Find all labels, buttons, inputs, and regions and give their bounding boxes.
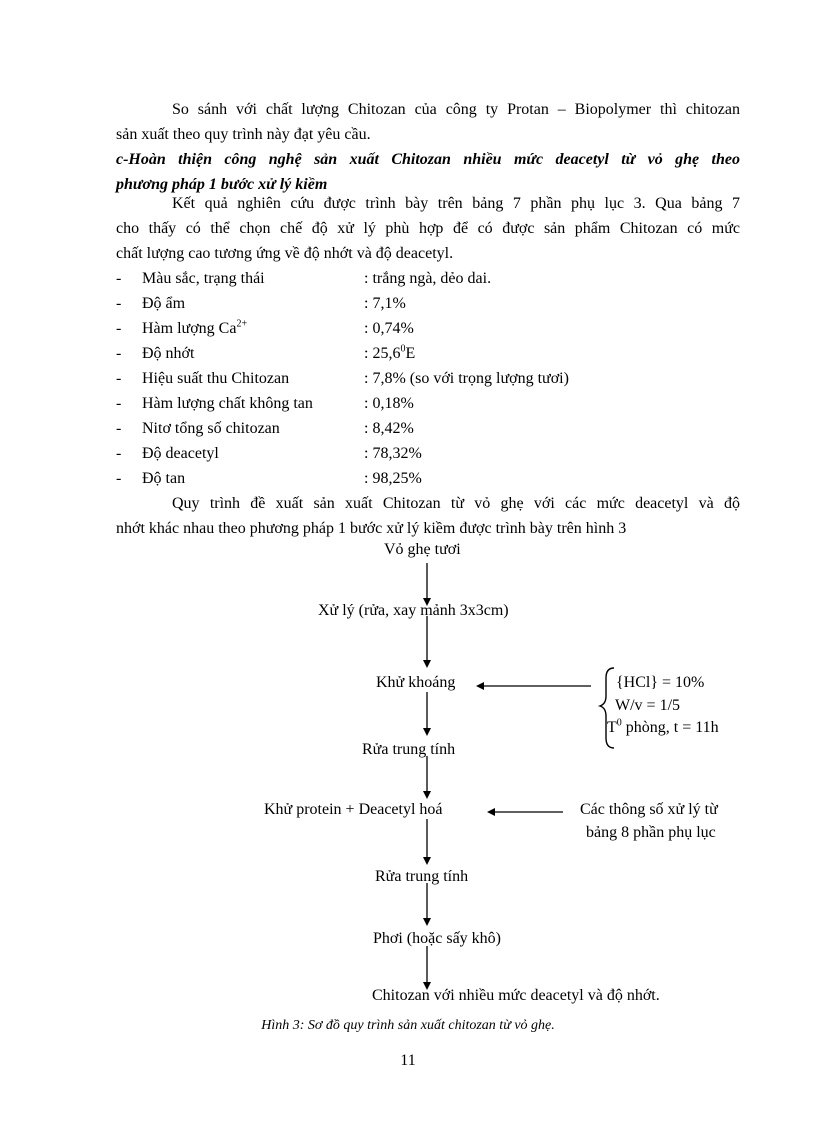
property-name-text: Hàm lượng Ca [142, 320, 237, 337]
flow-step-neutral-wash-2: Rửa trung tính [375, 868, 469, 885]
deacetyl-param-line-2: bảng 8 phần phụ lục [586, 824, 716, 841]
flow-step-product: Chitozan với nhiều mức deacetyl và độ nhớt. [372, 987, 660, 1004]
property-name: Độ nhớt [142, 345, 195, 362]
temp-text: phòng, t = 11h [621, 719, 719, 736]
demineral-param-hcl: {HCl} = 10% [616, 674, 705, 691]
property-dash: - [116, 420, 122, 437]
property-name: Nitơ tổng số chitozan [142, 420, 280, 437]
result-line-2: cho thấy có thể chọn chế độ xử lý phù hợp để có được sản phẩm Chitozan có mức [116, 220, 740, 237]
section-heading-line-2: phương pháp 1 bước xử lý kiềm [116, 176, 328, 193]
intro-line-1: So sánh với chất lượng Chitozan của công ty Protan – Biopolymer thì chitozan [172, 101, 740, 118]
deacetyl-param-line-1: Các thông số xử lý từ [580, 801, 718, 818]
property-value: : trắng ngà, dẻo dai. [364, 270, 492, 287]
page-number: 11 [400, 1052, 416, 1069]
property-dash: - [116, 370, 122, 387]
property-name: Độ tan [142, 470, 186, 487]
result-line-3: chất lượng cao tương ứng về độ nhớt và độ deacetyl. [116, 245, 454, 262]
flow-step-neutral-wash-1: Rửa trung tính [362, 741, 456, 758]
property-dash: - [116, 470, 122, 487]
property-name: Độ deacetyl [142, 445, 219, 462]
process-line-1: Quy trình đề xuất sản xuất Chitozan từ vỏ ghẹ với các mức deacetyl và độ [172, 495, 740, 512]
demineral-param-ratio: W/v = 1/5 [615, 697, 681, 714]
property-name: Độ ẩm [142, 295, 186, 312]
property-value: : 0,18% [364, 395, 414, 412]
property-dash: - [116, 345, 122, 362]
property-name: Hàm lượng chất không tan [142, 395, 313, 412]
flow-step-processing: Xử lý (rửa, xay mảnh 3x3cm) [318, 602, 509, 619]
property-value: : 8,42% [364, 420, 414, 437]
property-name: Hiệu suất thu Chitozan [142, 370, 290, 387]
property-value: : 78,32% [364, 445, 422, 462]
property-value: : 7,1% [364, 295, 406, 312]
property-value: : 0,74% [364, 320, 414, 337]
property-value-superscript: 0 [400, 343, 406, 355]
section-heading-line-1: c-Hoàn thiện công nghệ sản xuất Chitozan nhiều mức deacetyl từ vỏ ghẹ theo [116, 151, 740, 168]
temp-symbol: T [607, 719, 617, 736]
flow-step-raw: Vỏ ghẹ tươi [384, 541, 461, 558]
result-line-1: Kết quả nghiên cứu được trình bày trên bảng 7 phần phụ lục 3. Qua bảng 7 [172, 195, 740, 212]
property-value-text: : 25,6 [364, 345, 401, 362]
demineral-param-temp [607, 718, 719, 738]
property-dash: - [116, 270, 122, 287]
flow-step-demineralization: Khử khoáng [376, 674, 456, 691]
property-value: : 7,8% (so với trọng lượng tươi) [364, 370, 569, 387]
property-dash: - [116, 395, 122, 412]
property-dash: - [116, 445, 122, 462]
intro-line-2: sản xuất theo quy trình này đạt yêu cầu. [116, 126, 371, 143]
property-value-unit: E [405, 345, 416, 362]
flow-step-drying: Phơi (hoặc sấy khô) [373, 930, 501, 947]
property-name-superscript: 2+ [236, 318, 248, 330]
process-line-2: nhớt khác nhau theo phương pháp 1 bước xử lý kiềm được trình bày trên hình 3 [116, 520, 627, 537]
property-dash: - [116, 320, 122, 337]
property-dash: - [116, 295, 122, 312]
property-value: : 98,25% [364, 470, 422, 487]
property-name: Màu sắc, trạng thái [142, 270, 265, 287]
flow-step-deproteinization: Khử protein + Deacetyl hoá [264, 801, 443, 818]
temp-superscript: 0 [616, 717, 622, 729]
figure-caption: Hình 3: Sơ đồ quy trình sản xuất chitozan từ vỏ ghẹ. [261, 1018, 555, 1033]
